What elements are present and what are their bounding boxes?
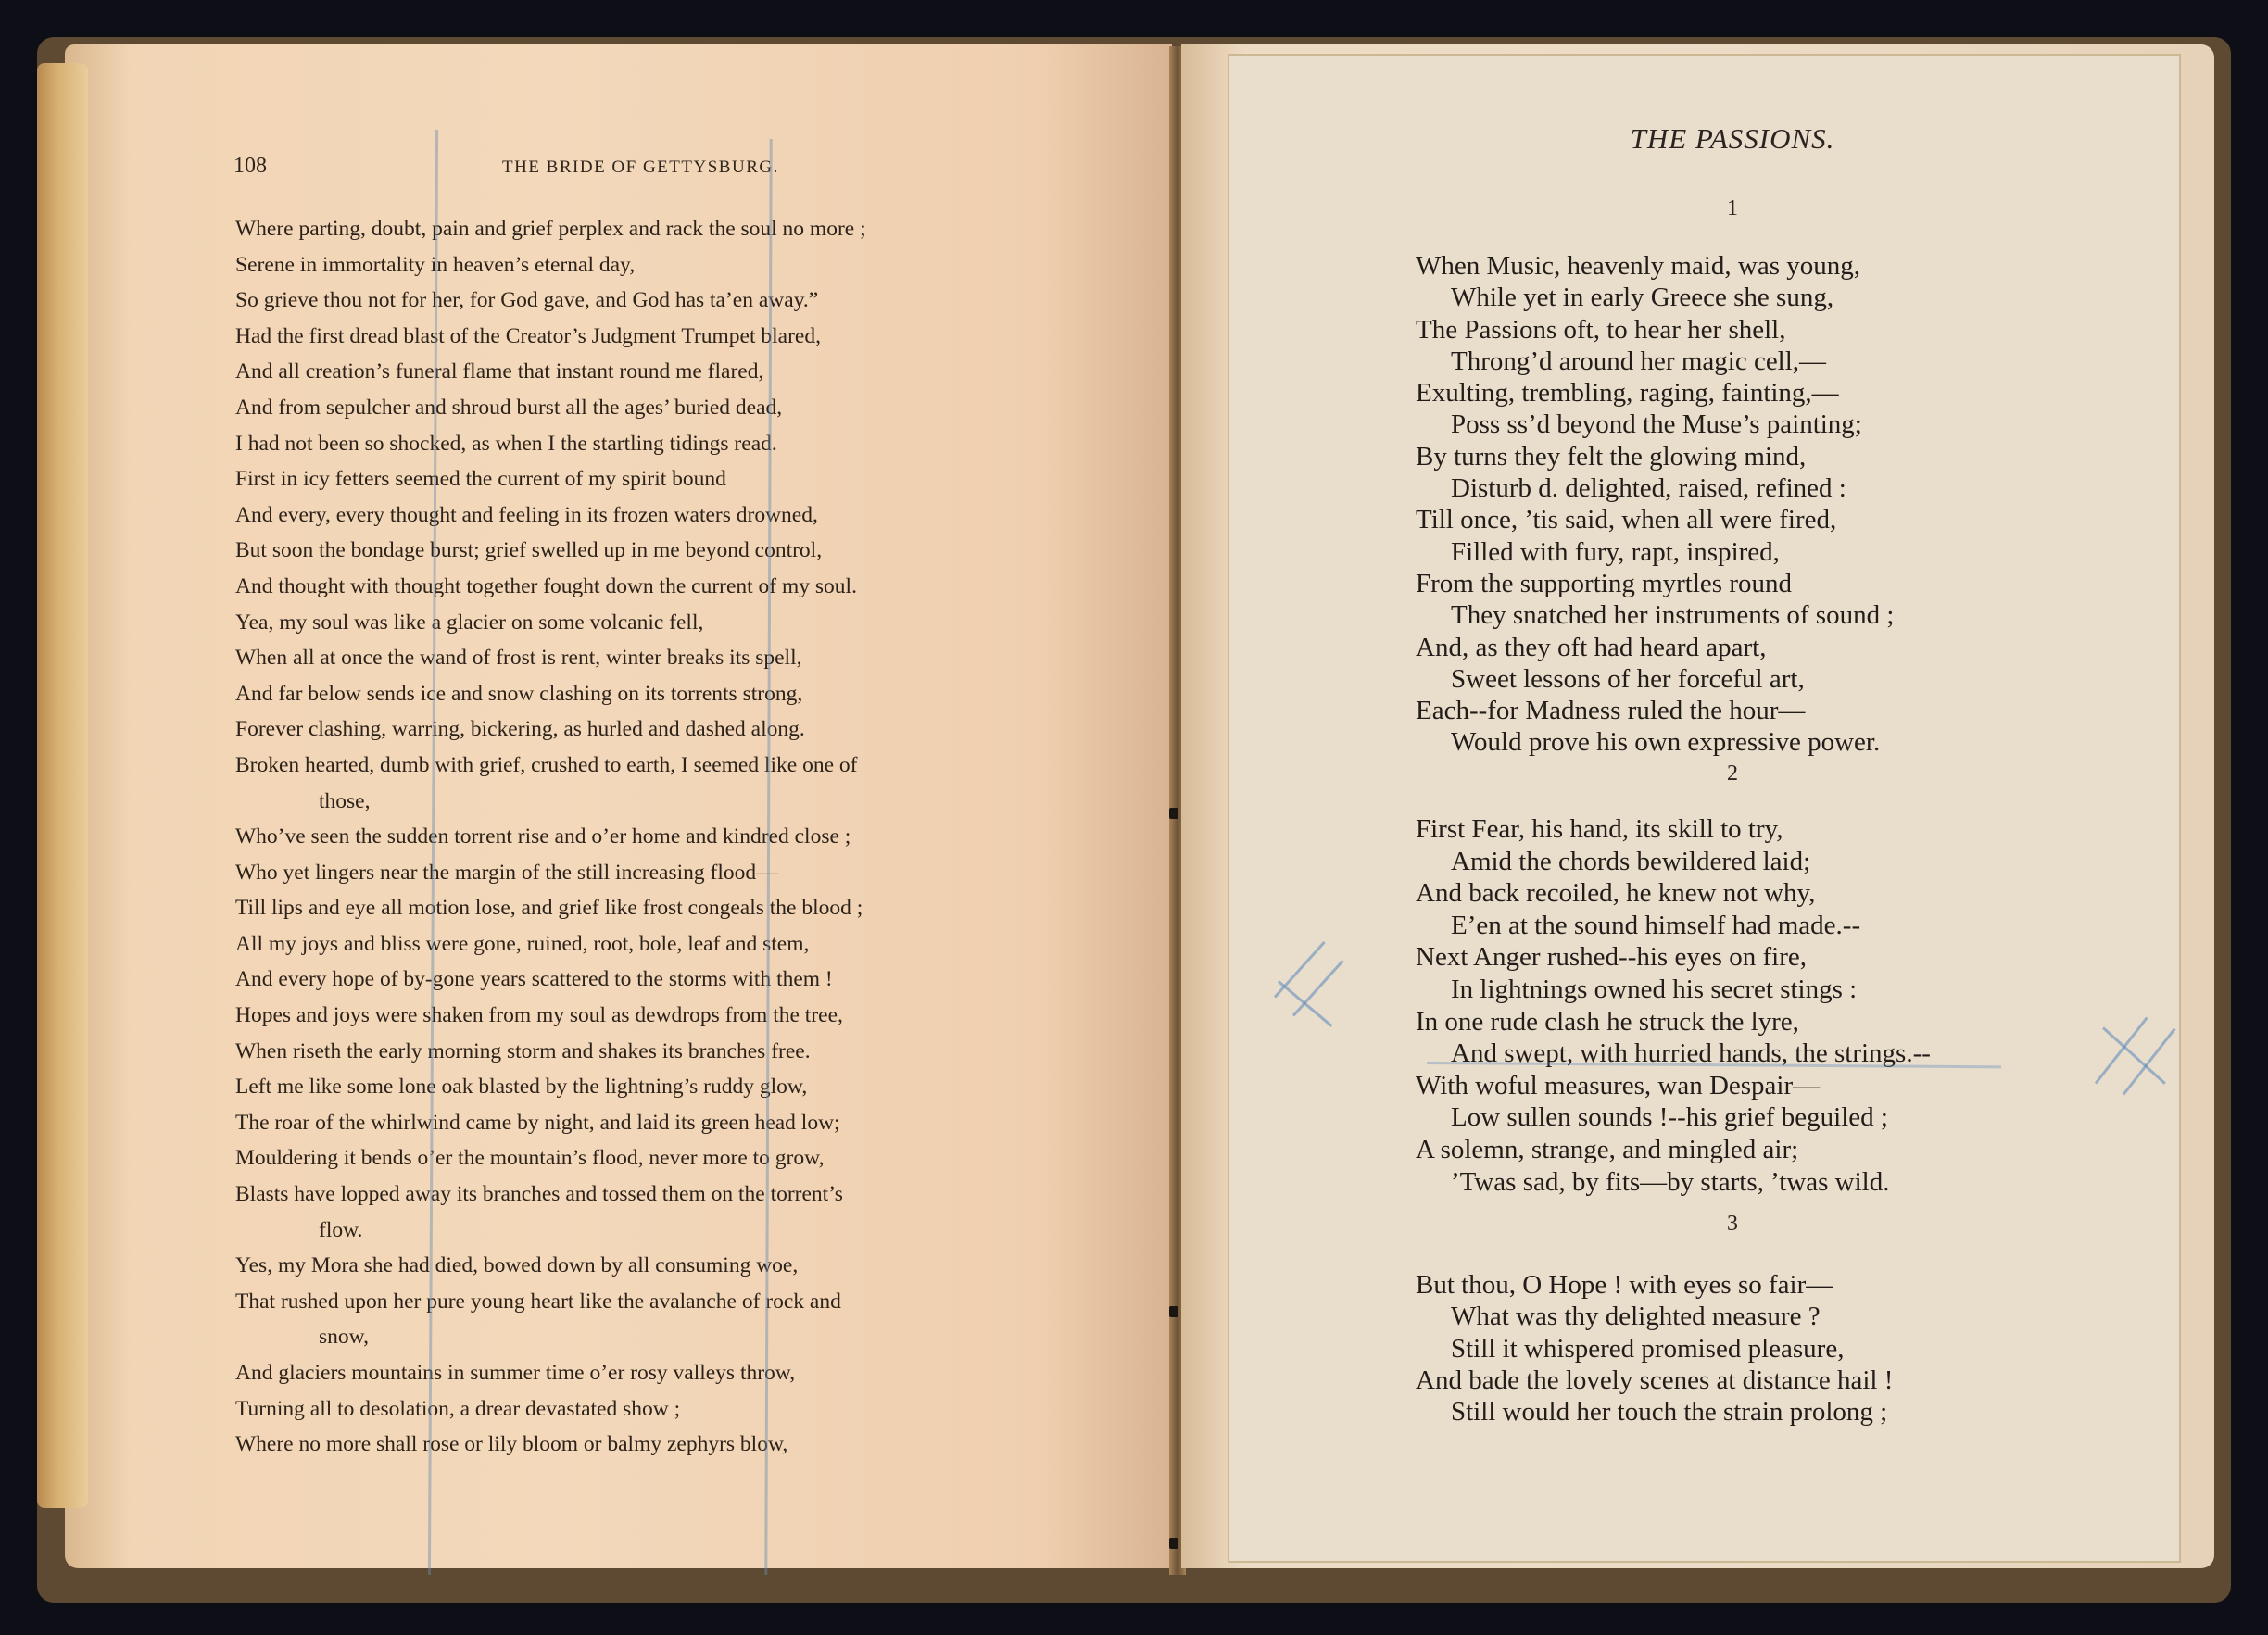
verse-line: Still it whispered promised pleasure, (1451, 1333, 1845, 1364)
verse-line: Each--for Madness ruled the hour— (1416, 696, 1806, 726)
text-line: When riseth the early morning storm and shakes its branches free. (235, 1038, 811, 1063)
verse-line: And swept, with hurried hands, the strings.-- (1451, 1038, 1931, 1069)
binding-hole (1169, 808, 1178, 819)
verse-line: When Music, heavenly maid, was young, (1416, 251, 1861, 281)
verse-line: Exulting, trembling, raging, fainting,— (1416, 378, 1839, 409)
text-line: And glaciers mountains in summer time o’er rosy valleys throw, (235, 1361, 796, 1385)
text-line: those, (319, 788, 371, 813)
text-line: I had not been so shocked, as when I the startling tidings read. (235, 431, 777, 456)
text-line: flow. (319, 1217, 363, 1242)
running-head-title: THE BRIDE OF GETTYSBURG. (502, 157, 779, 177)
stanza-number: 1 (1727, 196, 1738, 220)
verse-line: Next Anger rushed--his eyes on fire, (1416, 942, 1807, 973)
left-page-text (235, 211, 1004, 1463)
stanza-number: 2 (1727, 761, 1738, 786)
verse-line: Sweet lessons of her forceful art, (1451, 663, 1805, 694)
text-line: Broken hearted, dumb with grief, crushed to earth, I seemed like one of (235, 752, 858, 777)
text-line: Mouldering it bends o’er the mountain’s flood, never more to grow, (235, 1146, 825, 1171)
text-line: And thought with thought together fought down the current of my soul. (235, 573, 857, 598)
verse-line: Poss ss’d beyond the Muse’s painting; (1451, 409, 1862, 440)
text-line: Where parting, doubt, pain and grief perplex and rack the soul no more ; (235, 217, 866, 241)
verse-line: With woful measures, wan Despair— (1416, 1070, 1821, 1100)
verse-line: And, as they oft had heard apart, (1416, 632, 1767, 662)
text-line: Blasts have lopped away its branches and tossed them on the torrent’s (235, 1182, 843, 1207)
text-line: Who yet lingers near the margin of the still increasing flood— (235, 860, 778, 885)
text-line: And every hope of by-gone years scattered to the storms with them ! (235, 967, 833, 992)
poem-title: THE PASSIONS. (1630, 122, 1835, 155)
text-line: Yes, my Mora she had died, bowed down by all consuming woe, (235, 1253, 799, 1278)
verse-line: Till once, ’tis said, when all were fired, (1416, 505, 1837, 535)
verse-line: And back recoiled, he knew not why, (1416, 878, 1816, 909)
text-line: When all at once the wand of frost is rent, winter breaks its spell, (235, 646, 802, 671)
verse-line: In lightnings owned his secret stings : (1451, 974, 1858, 1004)
verse-line: But thou, O Hope ! with eyes so fair— (1416, 1270, 1833, 1300)
verse-line: Amid the chords bewildered laid; (1451, 846, 1811, 876)
page-edge-stack (37, 63, 88, 1508)
stanza (1416, 250, 2120, 759)
verse-line: In one rude clash he struck the lyre, (1416, 1006, 1799, 1037)
text-line: So grieve thou not for her, for God gave, and God has ta’en away.” (235, 288, 819, 313)
verse-line: And bade the lovely scenes at distance hail ! (1416, 1365, 1894, 1395)
text-line: Had the first dread blast of the Creator’s Judgment Trumpet blared, (235, 323, 821, 348)
text-line: Hopes and joys were shaken from my soul as dewdrops from the tree, (235, 1003, 843, 1028)
binding-hole (1169, 1538, 1178, 1549)
text-line: Till lips and eye all motion lose, and grief like frost congeals the blood ; (235, 896, 863, 921)
verse-line: Still would her touch the strain prolong ; (1451, 1397, 1888, 1427)
stanza-number: 3 (1727, 1212, 1738, 1236)
stanza (1416, 813, 2120, 1198)
text-line: And all creation’s funeral flame that instant round me flared, (235, 359, 764, 384)
running-header (233, 156, 1002, 183)
verse-line: By turns they felt the glowing mind, (1416, 441, 1807, 472)
text-line: And far below sends ice and snow clashing on its torrents strong, (235, 681, 803, 706)
verse-line: Disturb d. delighted, raised, refined : (1451, 473, 1846, 504)
text-line: First in icy fetters seemed the current of my spirit bound (235, 467, 726, 492)
text-line: That rushed upon her pure young heart like the avalanche of rock and (235, 1289, 841, 1314)
verse-line: Throng’d around her magic cell,— (1451, 346, 1827, 376)
stanza (1416, 1269, 2120, 1427)
verse-line: A solemn, strange, and mingled air; (1416, 1134, 1799, 1164)
text-line: Yea, my soul was like a glacier on some volcanic fell, (235, 610, 704, 635)
verse-line: What was thy delighted measure ? (1451, 1302, 1821, 1332)
text-line: Who’ve seen the sudden torrent rise and o’er home and kindred close ; (235, 824, 851, 849)
verse-line: From the supporting myrtles round (1416, 568, 1792, 598)
verse-line: ’Twas sad, by fits—by starts, ’twas wild. (1451, 1166, 1890, 1197)
text-line: Left me like some lone oak blasted by the lightning’s ruddy glow, (235, 1075, 808, 1100)
text-line: Where no more shall rose or lily bloom or balmy zephyrs blow, (235, 1432, 788, 1457)
verse-line: Low sullen sounds !--his grief beguiled ; (1451, 1102, 1888, 1133)
text-line: All my joys and bliss were gone, ruined, root, bole, leaf and stem, (235, 931, 810, 956)
verse-line: Would prove his own expressive power. (1451, 727, 1881, 758)
text-line: Turning all to desolation, a drear devastated show ; (235, 1396, 681, 1421)
verse-line: While yet in early Greece she sung, (1451, 283, 1834, 313)
text-line: And every, every thought and feeling in its frozen waters drowned, (235, 502, 818, 527)
verse-line: They snatched her instruments of sound ; (1451, 600, 1895, 631)
text-line: But soon the bondage burst; grief swelled up in me beyond control, (235, 538, 823, 563)
binding-hole (1169, 1306, 1178, 1317)
page-number: 108 (233, 154, 267, 178)
text-line: Forever clashing, warring, bickering, as hurled and dashed along. (235, 717, 805, 742)
text-line: snow, (319, 1325, 369, 1350)
text-line: And from sepulcher and shroud burst all the ages’ buried dead, (235, 395, 783, 420)
verse-line: First Fear, his hand, its skill to try, (1416, 814, 1783, 844)
verse-line: The Passions oft, to hear her shell, (1416, 314, 1786, 345)
verse-line: E’en at the sound himself had made.-- (1451, 910, 1861, 940)
text-line: The roar of the whirlwind came by night, and laid its green head low; (235, 1110, 840, 1135)
verse-line: Filled with fury, rapt, inspired, (1451, 536, 1780, 567)
text-line: Serene in immortality in heaven’s eternal day, (235, 252, 636, 277)
